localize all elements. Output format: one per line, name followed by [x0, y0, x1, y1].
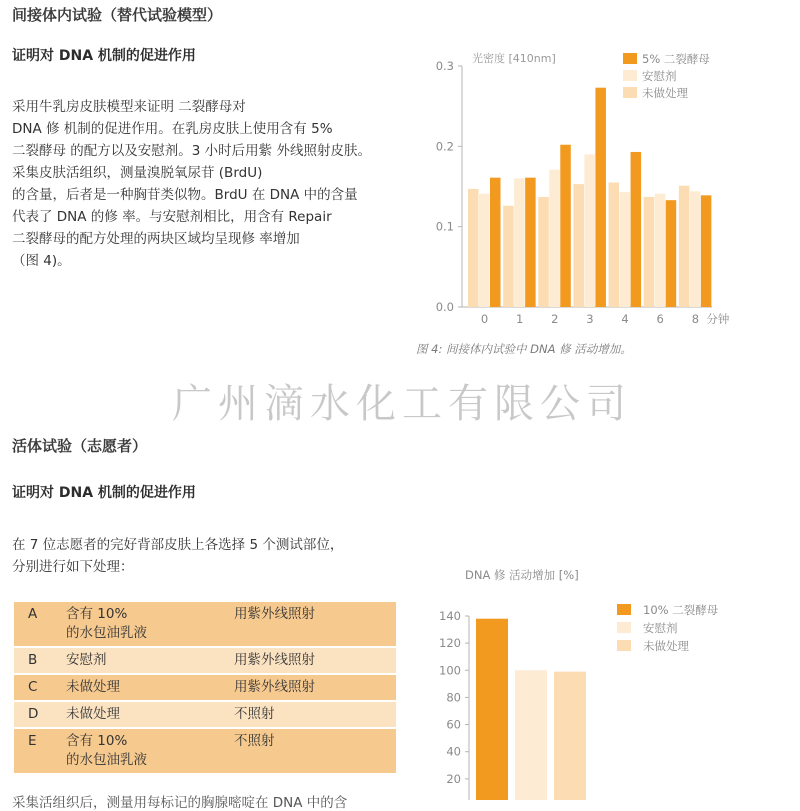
legend-label: 未做处理: [642, 86, 688, 100]
bar: [468, 189, 479, 307]
table-row: [14, 647, 396, 674]
legend-swatch: [623, 87, 637, 98]
bar: [538, 197, 549, 307]
para-line: 的含量，后者是一种胸苷类似物。BrdU 在 DNA 中的含量: [12, 187, 358, 203]
y-tick-label: 0.0: [435, 300, 454, 314]
bar: [679, 186, 690, 307]
para-line: （图 4)。: [12, 253, 71, 269]
section1-subtitle: 证明对 DNA 机制的促进作用: [12, 48, 196, 64]
bar: [515, 670, 547, 800]
para-line: 在 7 位志愿者的完好背部皮肤上各选择 5 个测试部位，: [12, 537, 344, 553]
bar: [584, 154, 595, 307]
para-line: 分别进行如下处理：: [12, 559, 134, 575]
table-cell-uv: 用紫外线照射: [228, 647, 396, 674]
bar: [525, 178, 536, 307]
bar: [644, 197, 655, 307]
table-row: [14, 701, 396, 728]
y-tick-label: 60: [446, 717, 461, 732]
x-tick-label: 4: [621, 312, 629, 326]
bar: [595, 88, 606, 307]
bar: [701, 195, 712, 307]
table-cell-code: D: [14, 701, 60, 728]
legend-swatch: [617, 604, 631, 615]
legend-label: 未做处理: [643, 639, 689, 653]
bar: [620, 192, 631, 307]
bottom-fragment: 采集活组织后，测量用每标记的胸腺嘧啶在 DNA 中的含: [12, 795, 348, 811]
legend-swatch: [623, 53, 637, 64]
y-axis-label: 光密度 [410nm]: [472, 52, 556, 65]
section1-paragraph: [12, 96, 371, 272]
bar: [690, 191, 701, 307]
legend-label: 10% 二裂酵母: [643, 603, 719, 617]
legend-label: 安慰剂: [643, 621, 678, 635]
figure4-caption: 图 4: 间接体内试验中 DNA 修 活动增加。: [416, 342, 632, 356]
para-line: 采集皮肤活组织，测量溴脱氧尿苷 (BrdU): [12, 165, 263, 181]
bar: [573, 184, 584, 307]
bar: [666, 200, 677, 307]
x-tick-label: 2: [551, 312, 559, 326]
para-line: 二裂酵母 的配方以及安慰剂。3 小时后用紫 外线照射皮肤。: [12, 143, 371, 159]
table-row: [14, 728, 396, 774]
table-row: [14, 602, 396, 647]
legend-swatch: [617, 622, 631, 633]
y-tick-label: 40: [446, 744, 461, 759]
para-line: DNA 修 机制的促进作用。在乳房皮肤上使用含有 5%: [12, 121, 333, 137]
table-cell-code: C: [14, 674, 60, 701]
bar: [560, 145, 571, 307]
x-tick-label: 8: [691, 312, 700, 326]
x-tick-label: 0: [480, 312, 489, 326]
y-tick-label: 120: [439, 636, 461, 651]
table-cell-code: A: [14, 602, 60, 647]
x-tick-label: 3: [586, 312, 594, 326]
table-cell-uv: 用紫外线照射: [228, 674, 396, 701]
table-cell-uv: 用紫外线照射: [228, 602, 396, 647]
bar: [490, 178, 501, 307]
para-line: 采用牛乳房皮肤模型来证明 二裂酵母对: [12, 99, 246, 115]
legend-label: 安慰剂: [642, 69, 677, 83]
bar: [514, 178, 525, 307]
legend-label: 5% 二裂酵母: [642, 52, 710, 66]
section2-title: 活体试验（志愿者）: [12, 437, 148, 455]
table-cell-uv: 不照射: [228, 701, 396, 728]
bar: [631, 152, 642, 307]
y-tick-label: 100: [439, 663, 461, 678]
y-tick-label: 0.1: [435, 219, 454, 234]
x-tick-label: 1: [515, 312, 524, 326]
bar: [655, 194, 666, 307]
y-tick-label: 20: [446, 771, 461, 786]
table-cell-treatment: 含有 10% 的水包油乳液: [60, 602, 228, 647]
y-tick-label: 0.3: [435, 59, 454, 73]
y-tick-label: 0.2: [435, 139, 454, 154]
bar: [554, 672, 586, 800]
legend-swatch: [623, 70, 637, 81]
bar: [476, 619, 508, 800]
para-line: 二裂酵母的配方处理的两块区域均呈现修 率增加: [12, 231, 300, 247]
table-row: [14, 674, 396, 701]
section1-title: 间接体内试验（替代试验模型）: [12, 6, 223, 24]
repair-activity-chart: [425, 560, 800, 800]
x-tick-label: 6: [656, 312, 664, 326]
table-cell-treatment: 未做处理: [60, 674, 228, 701]
treatment-table: [14, 602, 396, 775]
para-line: 代表了 DNA 的修 率。与安慰剂相比，用含有 Repair: [12, 209, 332, 225]
table-cell-treatment: 未做处理: [60, 701, 228, 728]
y-axis-label: DNA 修 活动增加 [%]: [465, 568, 579, 582]
x-unit-label: 分钟: [706, 312, 730, 326]
figure4-chart: [410, 40, 800, 340]
legend-swatch: [617, 640, 631, 651]
table-cell-code: E: [14, 728, 60, 774]
bar: [503, 206, 514, 307]
y-tick-label: 80: [446, 690, 461, 705]
bar: [609, 182, 620, 307]
section2-paragraph: [12, 534, 343, 578]
table-cell-treatment: 含有 10% 的水包油乳液: [60, 728, 228, 774]
bar: [479, 194, 490, 307]
table-cell-treatment: 安慰剂: [60, 647, 228, 674]
y-tick-label: 140: [439, 609, 461, 623]
bar: [549, 170, 560, 307]
table-cell-code: B: [14, 647, 60, 674]
section2-subtitle: 证明对 DNA 机制的促进作用: [12, 485, 196, 501]
watermark: 广州滴水化工有限公司: [172, 381, 632, 427]
table-cell-uv: 不照射: [228, 728, 396, 774]
